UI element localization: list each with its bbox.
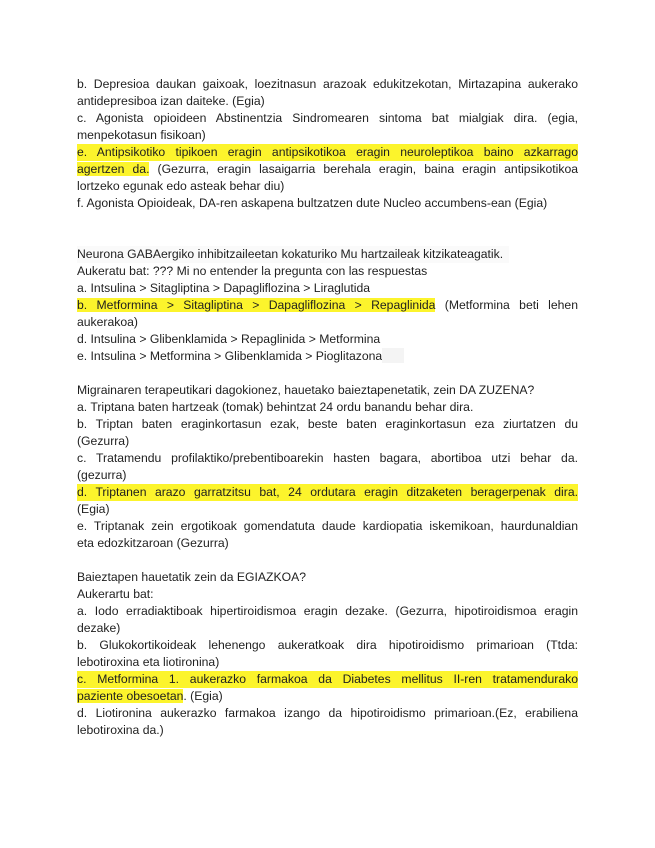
- text-span: e. Intsulina > Metformina > Glibenklamida > Pioglitazona: [77, 349, 383, 363]
- question-line: [77, 246, 578, 263]
- text-line: (gezurra): [77, 468, 127, 482]
- highlighted-text: b. Metformina > Sitagliptina > Dapagliflozina > Repaglinida: [77, 298, 436, 312]
- text-span: (Metformina beti lehen: [435, 298, 578, 312]
- option-c: c. Tratamendu profilaktiko/prebentiboarekin hasten bagara, abortiboa utzi behar da.: [77, 451, 578, 465]
- option-d: d. Liotironina aukerazko farmakoa izango da hipotiroidismo primarioan.(Ez, erabiliena: [77, 706, 578, 720]
- option-b: [77, 297, 578, 314]
- block-thyroid-question: [77, 569, 578, 739]
- option-e: [77, 348, 578, 365]
- text-line: lebotiroxina eta liotironina): [77, 655, 220, 669]
- option-c-highlighted: c. Metformina 1. aukerazko farmakoa da Diabetes mellitus II-ren tratamendurako: [77, 672, 578, 686]
- text-line: f. Agonista Opioideak, DA-ren askapena bultzatzen dute Nucleo accumbens-ean (Egia): [77, 196, 548, 210]
- shaded-mark: [382, 348, 404, 363]
- text-line: lortzeko egunak edo asteak behar diu): [77, 179, 285, 193]
- text-line: [77, 161, 578, 178]
- text-line: (Gezurra): [77, 434, 130, 448]
- question-text: Migrainaren terapeutikari dagokionez, hauetako baieztapenetatik, zein DA ZUZENA?: [77, 383, 535, 397]
- option-a: a. Triptana baten hartzeak (tomak) behintzat 24 ordu banandu behar dira.: [77, 400, 474, 414]
- text-line: antidepresiboa izan daiteke. (Egia): [77, 94, 265, 108]
- text-line: eta edozkitzaroan (Gezurra): [77, 536, 229, 550]
- text-line: c. Agonista opioideen Abstinentzia Sindromearen sintoma bat mialgiak dira. (egia,: [77, 111, 578, 125]
- option-d-highlighted: d. Triptanen arazo garratzitsu bat, 24 ordutara eragin ditzaketen beragerpenak dira.: [77, 485, 578, 499]
- option-b: b. Triptan baten eraginkortasun ezak, beste baten eraginkortasun eza ziurtatzen du: [77, 417, 578, 431]
- block-diabetes-question: [77, 246, 578, 365]
- text-line: dezake): [77, 621, 121, 635]
- block-migraine-question: [77, 382, 578, 552]
- text-line: lebotiroxina da.): [77, 723, 164, 737]
- option-d: d. Intsulina > Glibenklamida > Repaglinida > Metformina: [77, 332, 381, 346]
- text-line: aukerakoa): [77, 315, 138, 329]
- option-e: e. Triptanak zein ergotikoak gomendatuta daude kardiopatia iskemikoan, haurdunaldian: [77, 519, 578, 533]
- text-span: . (Egia): [183, 689, 223, 703]
- block-previous-question-answers: [77, 76, 578, 212]
- text-line: (Egia): [77, 502, 110, 516]
- text-line: Aukerartu bat:: [77, 587, 154, 601]
- text-line: [77, 688, 578, 705]
- question-text: Baieztapen hauetatik zein da EGIAZKOA?: [77, 570, 306, 584]
- option-a: a. Intsulina > Sitagliptina > Dapagliflozina > Liraglutida: [77, 281, 371, 295]
- text-line: menpekotasun fisikoan): [77, 128, 206, 142]
- document-content: [77, 76, 578, 739]
- question-text: Neurona GABAergiko inhibitzaileetan kokaturiko Mu hartzaileak kitzikateagatik.: [77, 246, 509, 263]
- option-b: b. Glukokortikoideak lehenengo aukeratkoak dira hipotiroidismo primarioan (Ttda:: [77, 638, 578, 652]
- highlighted-text: paziente obesoetan: [77, 689, 184, 703]
- text-line: b. Depresioa daukan gaixoak, loezitnasun arazoak edukitzekotan, Mirtazapina aukerako: [77, 77, 578, 91]
- option-a: a. Iodo erradiaktiboak hipertiroidismoa eragin dezake. (Gezurra, hipotiroidismoa eragin: [77, 604, 578, 618]
- text-span: (Gezurra, eragin lasaigarria berehala eragin, baina eragin antipsikotikoa: [149, 162, 578, 176]
- highlighted-text: agertzen da.: [77, 162, 150, 176]
- highlighted-line: e. Antipsikotiko tipikoen eragin antipsikotikoa eragin neuroleptikoa baino azkarrago: [77, 145, 578, 159]
- text-line: Aukeratu bat: ??? Mi no entender la pregunta con las respuestas: [77, 264, 428, 278]
